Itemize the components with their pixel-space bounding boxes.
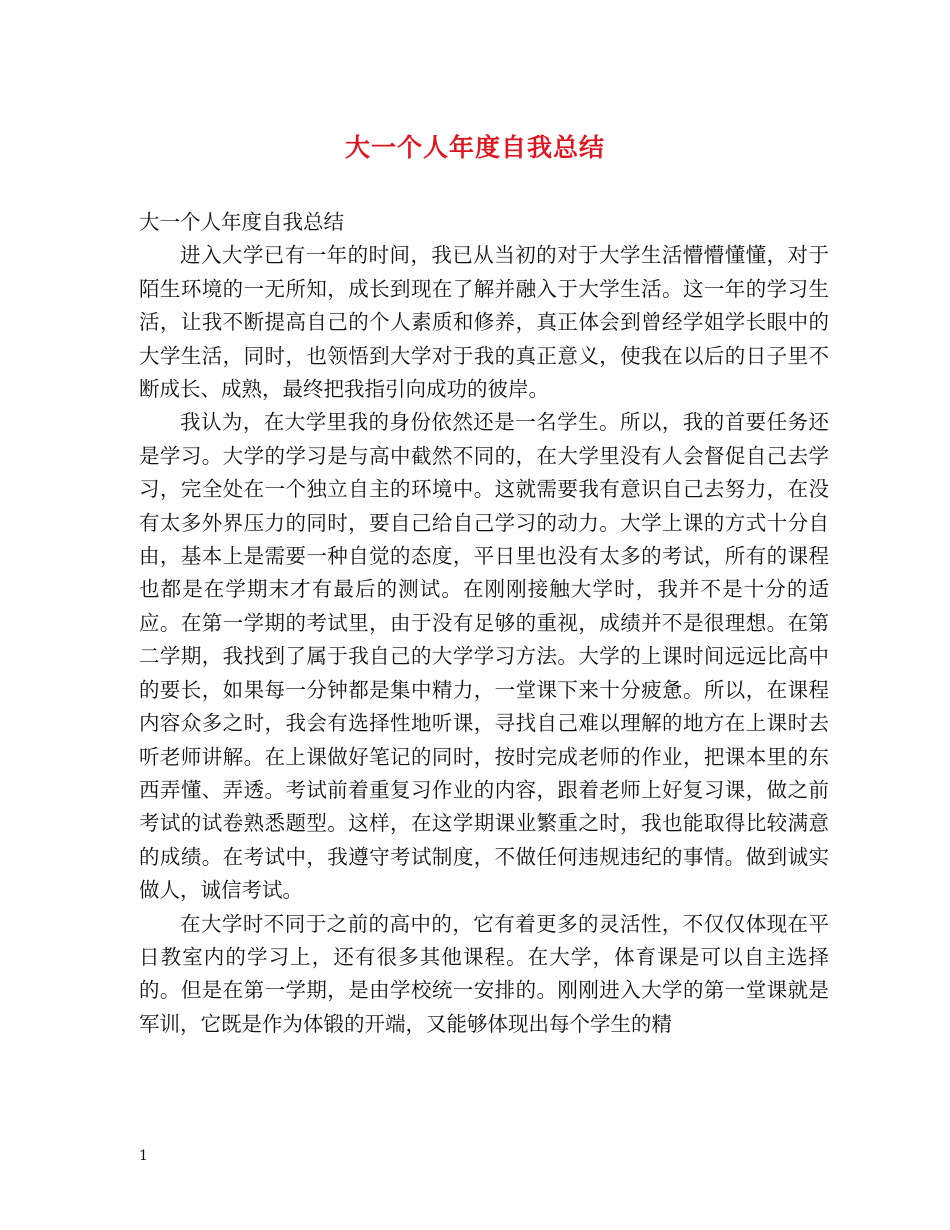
paragraph-1: 进入大学已有一年的时间，我已从当初的对于大学生活懵懵懂懂，对于陌生环境的一无所知，成长到现在了解并融入于大学生活。这一年的学习生活，让我不断提高自己的个人素质和修养，真正体会到曾经学姐学长眼中的大学生活，同时，也领悟到大学对于我的真正意义，使我在以后的日子里不断成长、成熟，最终把我指引向成功的彼岸。 [139, 243, 829, 402]
page-number: 1 [139, 1148, 148, 1164]
section-heading: 大一个人年度自我总结 [139, 210, 344, 234]
document-title: 大一个人年度自我总结 [344, 133, 605, 162]
paragraph-3: 在大学时不同于之前的高中的，它有着更多的灵活性，不仅仅体现在平日教室内的学习上，还有很多其他课程。在大学，体育课是可以自主选择的。但是在第一学期，是由学校统一安排的。刚刚进入大学的第一堂课就是军训，它既是作为体锻的开端，又能够体现出每个学生的精 [139, 911, 829, 1036]
document-body [139, 206, 829, 1041]
paragraph-2: 我认为，在大学里我的身份依然还是一名学生。所以，我的首要任务还是学习。大学的学习是与高中截然不同的，在大学里没有人会督促自己去学习，完全处在一个独立自主的环境中。这就需要我有意识自己去努力，在没有太多外界压力的同时，要自己给自己学习的动力。大学上课的方式十分自由，基本上是需要一种自觉的态度，平日里也没有太多的考试，所有的课程也都是在学期末才有最后的测试。在刚刚接触大学时，我并不是十分的适应。在第一学期的考试里，由于没有足够的重视，成绩并不是很理想。在第二学期，我找到了属于我自己的大学学习方法。大学的上课时间远远比高中的要长，如果每一分钟都是集中精力，一堂课下来十分疲惫。所以，在课程内容众多之时，我会有选择性地听课，寻找自己难以理解的地方在上课时去听老师讲解。在上课做好笔记的同时，按时完成老师的作业，把课本里的东西弄懂、弄透。考试前着重复习作业的内容，跟着老师上好复习课，做之前考试的试卷熟悉题型。这样，在这学期课业繁重之时，我也能取得比较满意的成绩。在考试中，我遵守考试制度，不做任何违规违纪的事情。做到诚实做人，诚信考试。 [139, 410, 829, 903]
